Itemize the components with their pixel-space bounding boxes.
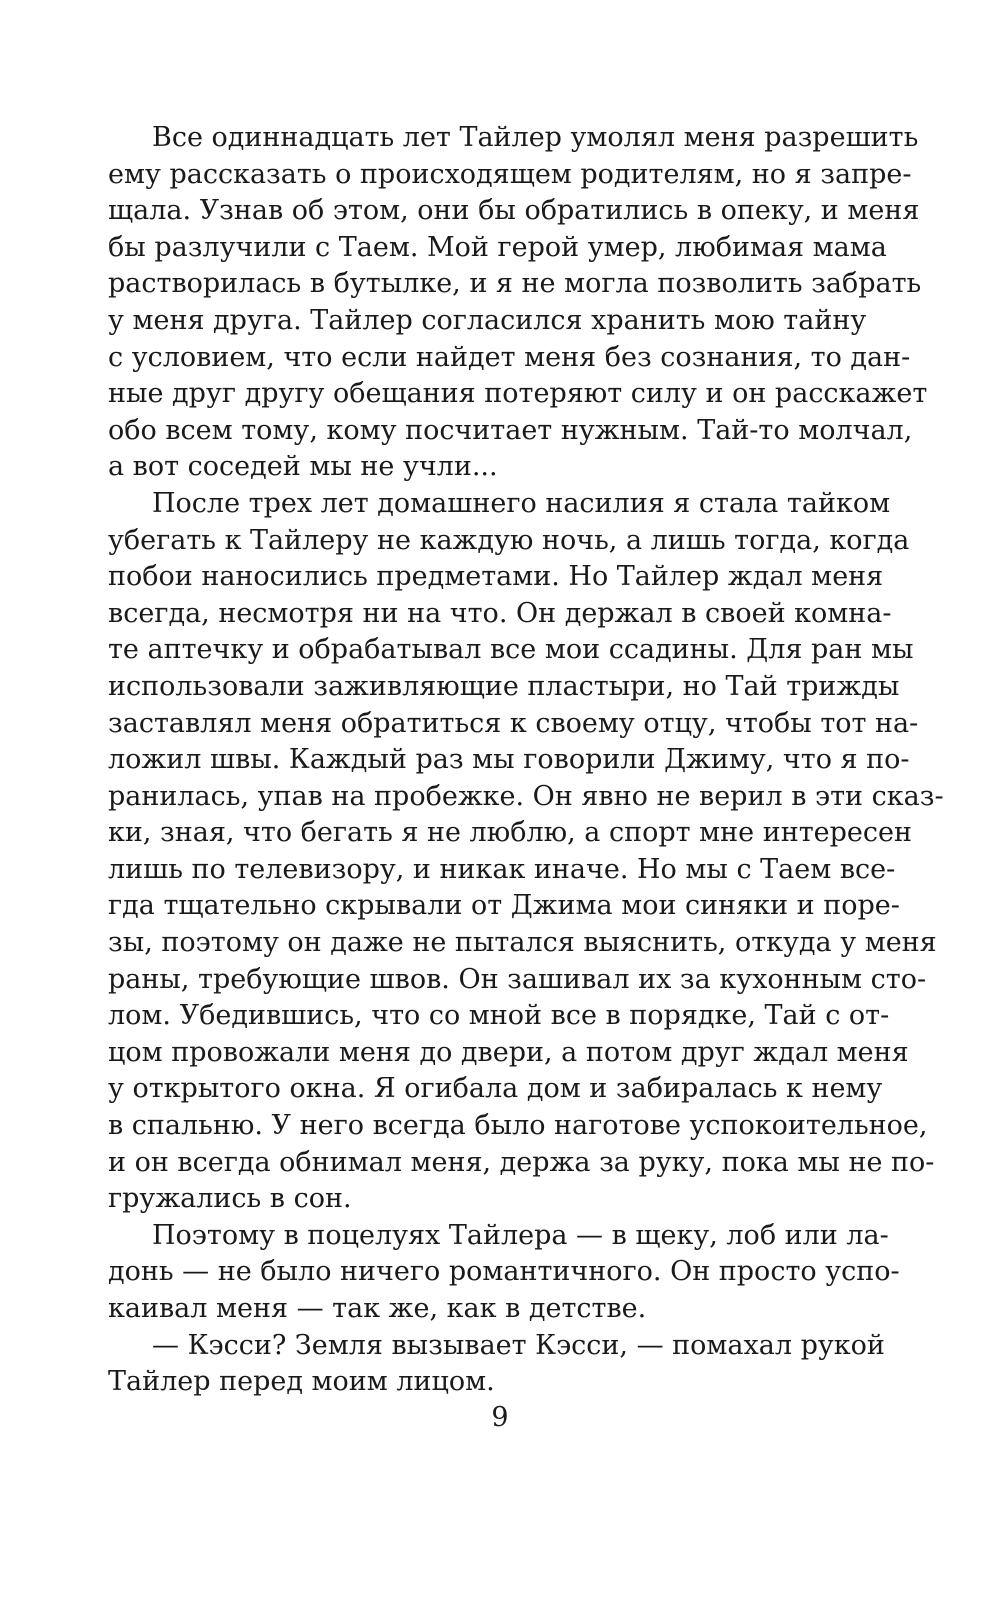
text-line: гружались в сон. [108,1183,352,1215]
text-line: гда тщательно скрывали от Джима мои синяки и поре- [108,890,900,922]
text-line: растворилась в бутылке, и я не могла позволить забрать [108,268,922,300]
text-line: донь — не было ничего романтичного. Он просто успо- [108,1256,900,1288]
text-line: обо всем тому, кому посчитает нужным. Тай-то молчал, [108,414,913,446]
text-line: в спальню. У него всегда было наготове успокоительное, [108,1110,928,1142]
text-line: и он всегда обнимал меня, держа за руку, пока мы не по- [108,1146,935,1178]
text-line: ные друг другу обещания потеряют силу и он расскажет [108,378,928,410]
text-line: те аптечку и обрабатывал все мои ссадины. Для ран мы [108,634,914,666]
text-line: с условием, что если найдет меня без сознания, то дан- [108,341,911,373]
text-line: заставлял меня обратиться к своему отцу, чтобы тот на- [108,707,919,739]
text-line: лишь по телевизору, и никак иначе. Но мы с Таем все- [108,853,896,885]
page-number: 9 [491,1402,509,1433]
text-line: ранилась, упав на пробежке. Он явно не верил в эти сказ- [108,780,944,812]
text-line: Все одиннадцать лет Тайлер умолял меня разрешить [152,122,919,153]
text-line: побои наносились предметами. Но Тайлер ждал меня [108,561,884,593]
text-line: у открытого окна. Я огибала дом и забиралась к нему [108,1073,883,1105]
text-line: Поэтому в поцелуях Тайлера — в щеку, лоб или ла- [152,1219,889,1251]
text-line: цом провожали меня до двери, а потом друг ждал меня [108,1036,909,1068]
text-line: зы, поэтому он даже не пытался выяснить, откуда у меня [108,927,937,959]
text-line: Тайлер перед моим лицом. [108,1366,495,1398]
text-line: лом. Убедившись, что со мной все в порядке, Тай с от- [108,1000,890,1032]
text-line: а вот соседей мы не учли... [108,451,498,483]
text-line: ему рассказать о происходящем родителям, но я запре- [108,158,912,190]
text-line: использовали заживляющие пластыри, но Тай трижды [108,670,900,702]
text-line: каивал меня — так же, как в детстве. [108,1293,647,1324]
text-line: ки, зная, что бегать я не люблю, а спорт мне интересен [108,817,912,849]
text-line: всегда, несмотря ни на что. Он держал в своей комна- [108,597,892,629]
text-line: ложил швы. Каждый раз мы говорили Джиму, что я по- [108,744,910,776]
text-line: раны, требующие швов. Он зашивал их за кухонным сто- [108,963,927,995]
text-line: — Кэсси? Земля вызывает Кэсси, — помахал рукой [152,1329,885,1361]
text-line: у меня друга. Тайлер согласился хранить мою тайну [108,304,867,336]
body-text [108,120,944,1401]
text-line: щала. Узнав об этом, они бы обратились в опеку, и меня [108,195,920,227]
text-line: бы разлучили с Таем. Мой герой умер, любимая мама [108,231,887,263]
text-line: убегать к Тайлеру не каждую ночь, а лишь тогда, когда [108,524,910,556]
text-line: После трех лет домашнего насилия я стала тайком [152,487,891,519]
